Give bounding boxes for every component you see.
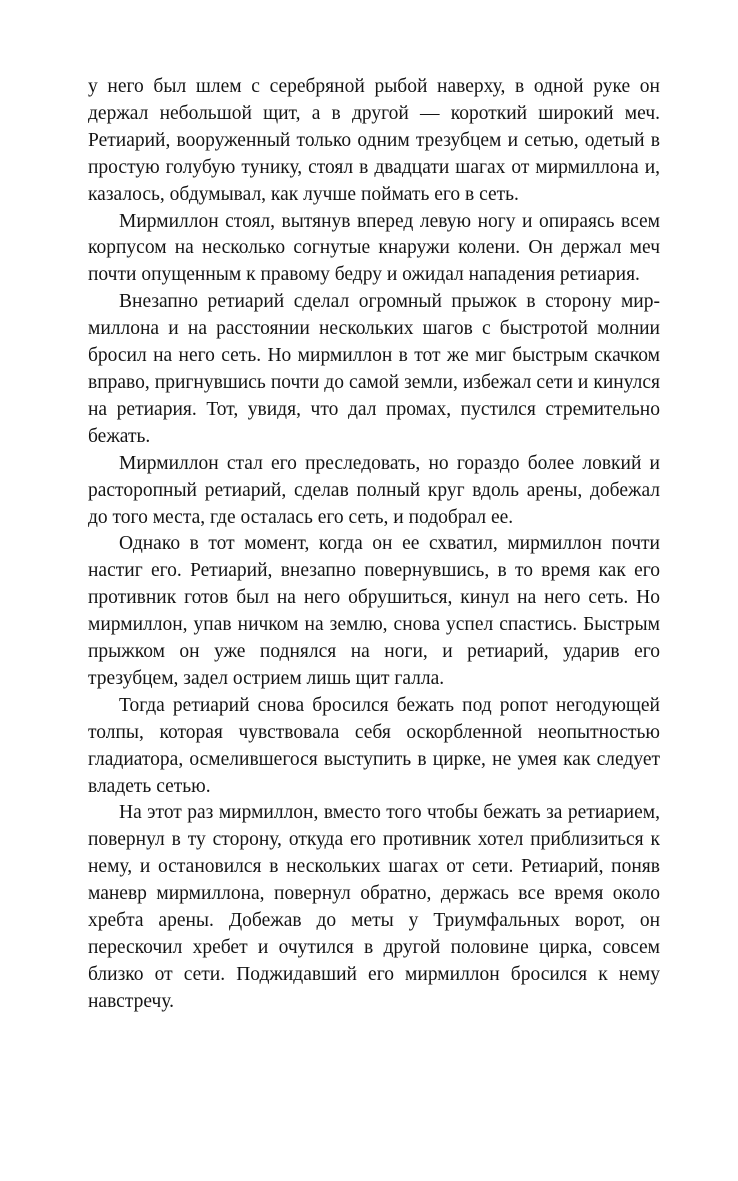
paragraph-6: Тогда ретиарий снова бросился бежать под ропот негодующей толпы, которая чувствовала себя оскорбленной неопытностью гладиатора, осмелившегося выступить в цирке, не умея как следует владеть сетью. [88, 694, 660, 797]
paragraph-7: На этот раз мирмиллон, вместо того чтобы бежать за ретиарием, повернул в ту сторону, откуда его противник хотел приблизиться к нему, и остановился в нескольких шагах от сети. Ретиарий, поняв маневр мирмиллона, повернул обратно, держась все время около хребта арены. Добежав до меты у Триумфальных ворот, он перескочил хребет и очутился в другой половине цирка, совсем близко от сети. Поджидавший его мирмиллон бросился к нему навстречу. [88, 802, 660, 1012]
paragraph-5: Однако в тот момент, когда он ее схватил, мирмиллон почти настиг его. Ретиарий, внезапно повернувшись, в то время как его противник готов был на него обрушиться, кинул на него сеть. Но мирмиллон, упав ничком на землю, снова успел спастись. Быстрым прыжком он уже поднялся на ноги, и ретиарий, ударив его трезубцем, задел острием лишь щит галла. [88, 533, 660, 689]
paragraph-4: Мирмиллон стал его преследовать, но гораздо более ловкий и расторопный ретиарий, сделав полный круг вдоль арены, добежал до того места, где осталась его сеть, и подобрал ее. [88, 452, 660, 528]
page-text [88, 74, 660, 1016]
paragraph-1: у него был шлем с серебряной рыбой наверху, в одной руке он держал небольшой щит, а в другой — короткий широкий меч. Ретиарий, вооруженный только одним трезубцем и сетью, одетый в простую голубую тунику, стоял в двадцати шагах от мирмиллона и, казалось, обдумывал, как лучше поймать его в сеть. [88, 76, 660, 205]
paragraph-3: Внезапно ретиарий сделал огромный прыжок в сторону мирмиллона и на расстоянии нескольких шагов с быстротой молнии бросил на него сеть. Но мирмиллон в тот же миг быстрым скачком вправо, пригнувшись почти до самой земли, избежал сети и кинулся на ретиария. Тот, увидя, что дал промах, пустился стремительно бежать. [88, 291, 660, 447]
paragraph-2: Мирмиллон стоял, вытянув вперед левую ногу и опираясь всем корпусом на несколько согнутые кнаружи колени. Он держал меч почти опущенным к правому бедру и ожидал нападения ретиария. [88, 210, 660, 286]
